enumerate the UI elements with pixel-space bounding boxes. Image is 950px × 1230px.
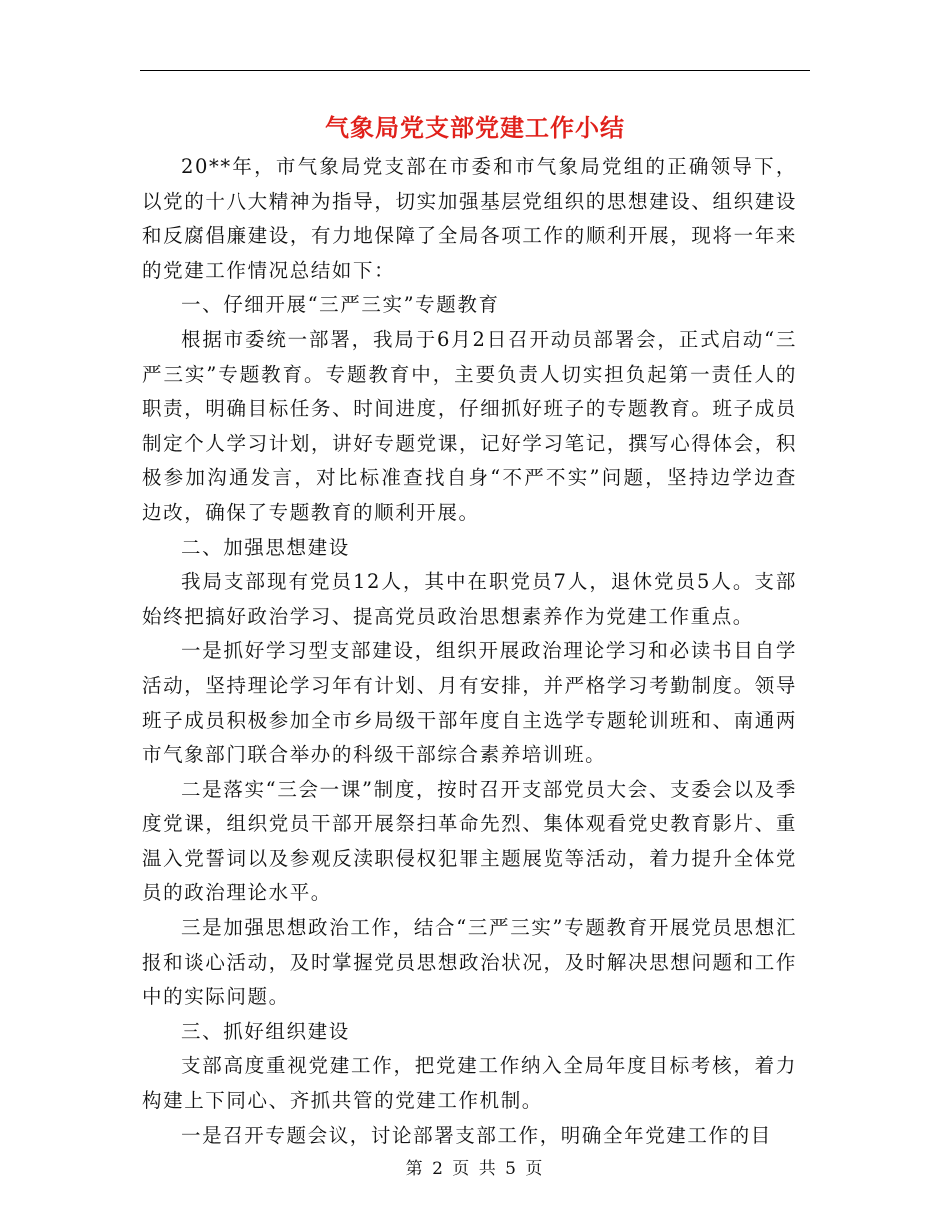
paragraph-organization: 支部高度重视党建工作，把党建工作纳入全局年度目标考核，着力构建上下同心、齐抓共管的党建工作机制。	[142, 1054, 797, 1113]
paragraph-study: 一是抓好学习型支部建设，组织开展政治理论学习和必读书目自学活动，坚持理论学习年有计划、月有安排，并严格学习考勤制度。领导班子成员积极参加全市乡局级干部年度自主选学专题轮训班和、南通两市气象部门联合举办的科级干部综合素养培训班。	[142, 639, 797, 767]
paragraph-special-meeting: 一是召开专题会议，讨论部署支部工作，明确全年党建工作的目	[181, 1123, 772, 1147]
section-heading-1: 一、仔细开展“三严三实”专题教育	[181, 293, 500, 317]
page-number: 第 2 页 共 5 页	[405, 1159, 545, 1179]
document-body	[142, 150, 797, 1153]
paragraph-intro: 20**年，市气象局党支部在市委和市气象局党组的正确领导下，以党的十八大精神为指导，切实加强基层党组织的思想建设、组织建设和反腐倡廉建设，有力地保障了全局各项工作的顺利开展，现将一年来的党建工作情况总结如下：	[142, 155, 797, 282]
document-title: 气象局党支部党建工作小结	[325, 113, 625, 142]
section-heading-2: 二、加强思想建设	[181, 535, 350, 559]
section-heading-3: 三、抓好组织建设	[181, 1019, 350, 1043]
header-rule	[140, 70, 810, 71]
paragraph-section-1: 根据市委统一部署，我局于6月2日召开动员部署会，正式启动“三严三实”专题教育。专题教育中，主要负责人切实担负起第一责任人的职责，明确目标任务、时间进度，仔细抓好班子的专题教育。班子成员制定个人学习计划，讲好专题党课，记好学习笔记，撰写心得体会，积极参加沟通发言，对比标准查找自身“不严不实”问题，坚持边学边查边改，确保了专题教育的顺利开展。	[142, 327, 797, 524]
paragraph-political-work: 三是加强思想政治工作，结合“三严三实”专题教育开展党员思想汇报和谈心活动，及时掌握党员思想政治状况，及时解决思想问题和工作中的实际问题。	[142, 916, 797, 1009]
paragraph-meetings: 二是落实“三会一课”制度，按时召开支部党员大会、支委会以及季度党课，组织党员干部开展祭扫革命先烈、集体观看党史教育影片、重温入党誓词以及参观反渎职侵权犯罪主题展览等活动，着力提升全体党员的政治理论水平。	[142, 777, 797, 905]
paragraph-members: 我局支部现有党员12人，其中在职党员7人，退休党员5人。支部始终把搞好政治学习、提高党员政治思想素养作为党建工作重点。	[142, 570, 797, 628]
